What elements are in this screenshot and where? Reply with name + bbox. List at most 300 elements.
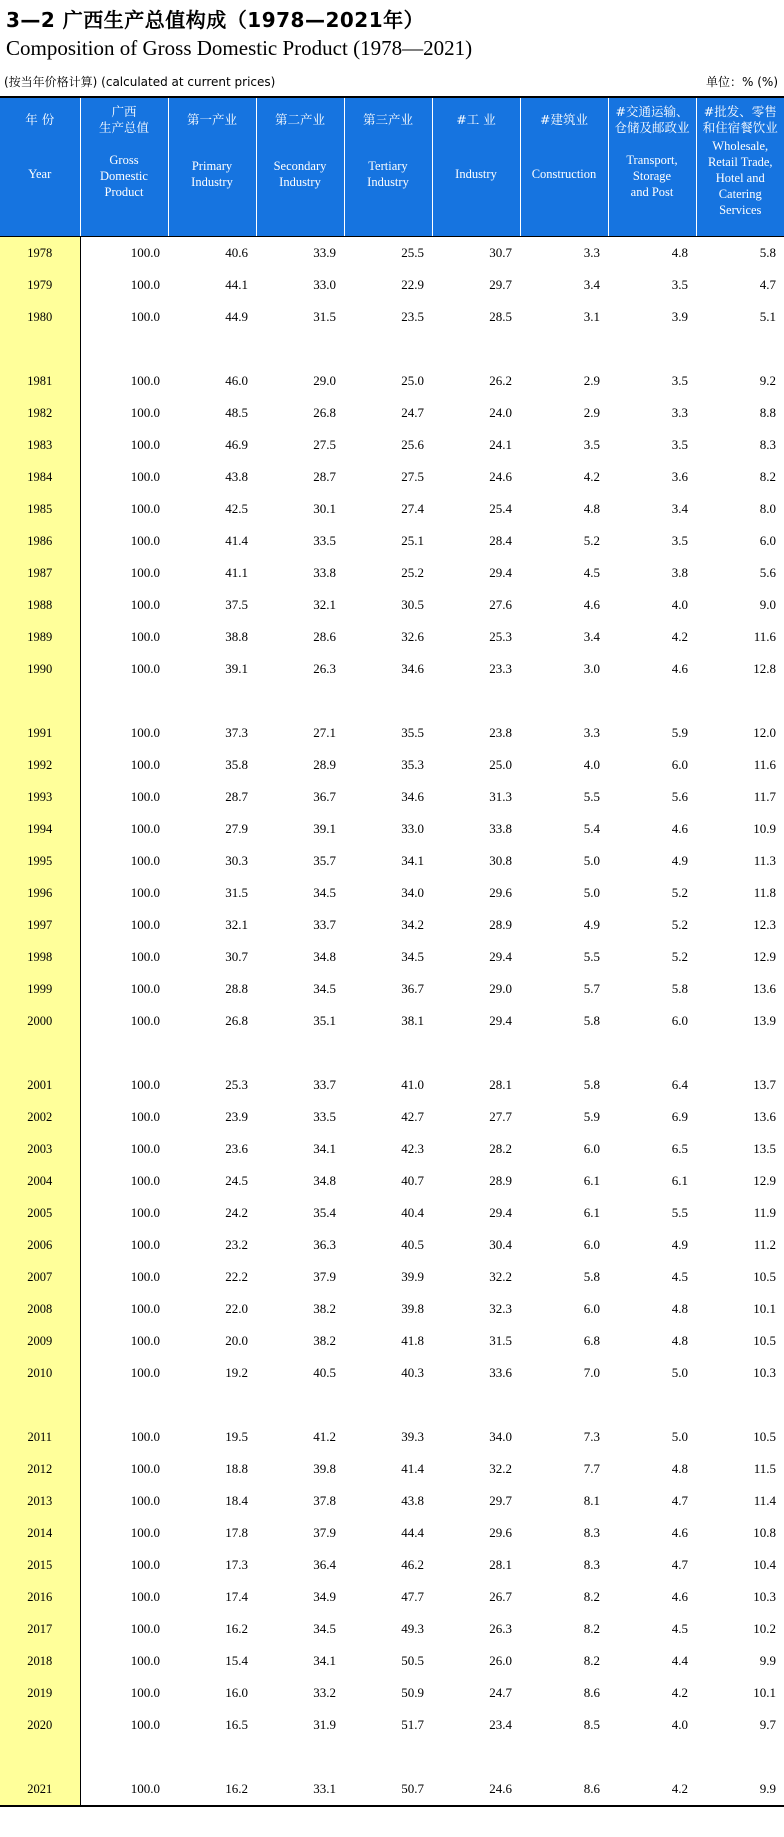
header-transport	[608, 97, 696, 237]
wholesale-cell: 10.5	[753, 1333, 776, 1348]
gdp-cell: 100.0	[130, 597, 160, 612]
spacer-cell	[256, 685, 344, 717]
header-secondary-cn: 第二产业	[274, 112, 325, 127]
construction-cell: 4.2	[583, 469, 600, 484]
year-cell: 1995	[0, 845, 80, 877]
header-wholesale-cn: #批发、零售 和住宿餐饮业	[702, 104, 778, 135]
primary-cell: 41.4	[225, 533, 248, 548]
construction-cell: 8.5	[583, 1717, 600, 1732]
primary-cell: 24.2	[225, 1205, 248, 1220]
table-row	[0, 1677, 784, 1709]
transport-cell: 5.2	[671, 885, 688, 900]
primary-cell: 28.8	[225, 981, 248, 996]
transport-cell: 4.4	[671, 1653, 688, 1668]
construction-cell: 8.2	[583, 1589, 600, 1604]
year-cell: 1989	[0, 621, 80, 653]
gdp-cell: 100.0	[130, 1173, 160, 1188]
spacer-cell	[256, 1741, 344, 1773]
secondary-cell: 34.5	[313, 1621, 336, 1636]
transport-cell: 4.8	[671, 1333, 688, 1348]
primary-cell: 46.0	[225, 373, 248, 388]
gdp-cell: 100.0	[130, 853, 160, 868]
tertiary-cell: 25.1	[401, 533, 424, 548]
construction-cell: 6.0	[583, 1237, 600, 1252]
table-row	[0, 1421, 784, 1453]
secondary-cell: 34.1	[313, 1141, 336, 1156]
gdp-cell: 100.0	[130, 469, 160, 484]
secondary-cell: 33.7	[313, 917, 336, 932]
header-wholesale	[696, 97, 784, 237]
construction-cell: 5.8	[583, 1077, 600, 1092]
primary-cell: 18.8	[225, 1461, 248, 1476]
primary-cell: 27.9	[225, 821, 248, 836]
secondary-cell: 38.2	[313, 1333, 336, 1348]
wholesale-cell: 11.7	[753, 789, 776, 804]
transport-cell: 4.2	[671, 629, 688, 644]
construction-cell: 3.3	[583, 725, 600, 740]
construction-cell: 5.5	[583, 789, 600, 804]
table-row	[0, 1101, 784, 1133]
transport-cell: 5.9	[671, 725, 688, 740]
transport-cell: 4.0	[671, 597, 688, 612]
industry-cell: 30.4	[489, 1237, 512, 1252]
wholesale-cell: 12.9	[753, 1173, 776, 1188]
primary-cell: 37.5	[225, 597, 248, 612]
tertiary-cell: 27.4	[401, 501, 424, 516]
wholesale-cell: 8.8	[759, 405, 776, 420]
wholesale-cell: 11.6	[753, 629, 776, 644]
table-row	[0, 1773, 784, 1806]
spacer-row	[0, 333, 784, 365]
transport-cell: 4.7	[671, 1557, 688, 1572]
tertiary-cell: 50.9	[401, 1685, 424, 1700]
transport-cell: 3.5	[671, 533, 688, 548]
year-cell: 1978	[0, 237, 80, 270]
table-row	[0, 749, 784, 781]
spacer-cell	[0, 333, 80, 365]
primary-cell: 23.9	[225, 1109, 248, 1124]
title-english: Composition of Gross Domestic Product (1978—2021)	[6, 36, 473, 60]
primary-cell: 17.4	[225, 1589, 248, 1604]
secondary-cell: 26.8	[313, 405, 336, 420]
primary-cell: 16.5	[225, 1717, 248, 1732]
year-cell: 1980	[0, 301, 80, 333]
header-transport-cn: #交通运输、 仓储及邮政业	[614, 104, 690, 135]
construction-cell: 5.5	[583, 949, 600, 964]
transport-cell: 4.8	[671, 1461, 688, 1476]
spacer-cell	[80, 1037, 168, 1069]
industry-cell: 33.8	[489, 821, 512, 836]
construction-cell: 5.0	[583, 885, 600, 900]
tertiary-cell: 25.6	[401, 437, 424, 452]
industry-cell: 27.7	[489, 1109, 512, 1124]
spacer-cell	[168, 1741, 256, 1773]
industry-cell: 24.6	[489, 469, 512, 484]
year-cell: 2004	[0, 1165, 80, 1197]
primary-cell: 37.3	[225, 725, 248, 740]
secondary-cell: 36.4	[313, 1557, 336, 1572]
spacer-cell	[344, 1389, 432, 1421]
secondary-cell: 34.8	[313, 1173, 336, 1188]
wholesale-cell: 9.2	[759, 373, 776, 388]
primary-cell: 30.3	[225, 853, 248, 868]
transport-cell: 4.9	[671, 1237, 688, 1252]
secondary-cell: 29.0	[313, 373, 336, 388]
construction-cell: 5.2	[583, 533, 600, 548]
table-row	[0, 1453, 784, 1485]
industry-cell: 29.7	[489, 1493, 512, 1508]
construction-cell: 5.0	[583, 853, 600, 868]
gdp-cell: 100.0	[130, 725, 160, 740]
spacer-cell	[696, 1741, 784, 1773]
table-row	[0, 493, 784, 525]
year-cell: 1994	[0, 813, 80, 845]
wholesale-cell: 10.1	[753, 1301, 776, 1316]
primary-cell: 48.5	[225, 405, 248, 420]
construction-cell: 8.3	[583, 1557, 600, 1572]
gdp-cell: 100.0	[130, 437, 160, 452]
transport-cell: 5.5	[671, 1205, 688, 1220]
header-industry	[432, 97, 520, 237]
year-cell: 1986	[0, 525, 80, 557]
year-cell: 1998	[0, 941, 80, 973]
spacer-cell	[344, 1037, 432, 1069]
transport-cell: 3.9	[671, 309, 688, 324]
primary-cell: 22.0	[225, 1301, 248, 1316]
header-tertiary-cn: 第三产业	[362, 112, 413, 127]
tertiary-cell: 39.8	[401, 1301, 424, 1316]
header-industry-en: Industry	[455, 167, 497, 181]
gdp-cell: 100.0	[130, 885, 160, 900]
transport-cell: 3.3	[671, 405, 688, 420]
construction-cell: 8.1	[583, 1493, 600, 1508]
gdp-composition-table	[0, 96, 784, 1807]
header-gdp	[80, 97, 168, 237]
tertiary-cell: 41.0	[401, 1077, 424, 1092]
gdp-cell: 100.0	[130, 1429, 160, 1444]
year-cell: 2015	[0, 1549, 80, 1581]
tertiary-cell: 34.6	[401, 789, 424, 804]
construction-cell: 7.3	[583, 1429, 600, 1444]
industry-cell: 32.2	[489, 1269, 512, 1284]
header-primary-cn: 第一产业	[186, 112, 237, 127]
table-row	[0, 589, 784, 621]
unit-note: 单位：% (%)	[706, 75, 778, 89]
table-row	[0, 1485, 784, 1517]
construction-cell: 8.2	[583, 1653, 600, 1668]
primary-cell: 17.8	[225, 1525, 248, 1540]
transport-cell: 4.6	[671, 821, 688, 836]
table-row	[0, 557, 784, 589]
transport-cell: 3.4	[671, 501, 688, 516]
transport-cell: 3.5	[671, 277, 688, 292]
wholesale-cell: 10.2	[753, 1621, 776, 1636]
industry-cell: 29.4	[489, 565, 512, 580]
year-cell: 2001	[0, 1069, 80, 1101]
gdp-cell: 100.0	[130, 1589, 160, 1604]
spacer-cell	[0, 685, 80, 717]
construction-cell: 2.9	[583, 405, 600, 420]
industry-cell: 26.7	[489, 1589, 512, 1604]
spacer-row	[0, 1037, 784, 1069]
spacer-cell	[168, 1037, 256, 1069]
gdp-cell: 100.0	[130, 309, 160, 324]
secondary-cell: 33.5	[313, 533, 336, 548]
wholesale-cell: 11.8	[753, 885, 776, 900]
table-row	[0, 621, 784, 653]
spacer-cell	[80, 1389, 168, 1421]
secondary-cell: 33.7	[313, 1077, 336, 1092]
industry-cell: 26.2	[489, 373, 512, 388]
wholesale-cell: 4.7	[759, 277, 776, 292]
tertiary-cell: 35.3	[401, 757, 424, 772]
construction-cell: 7.7	[583, 1461, 600, 1476]
gdp-cell: 100.0	[130, 1013, 160, 1028]
tertiary-cell: 25.2	[401, 565, 424, 580]
wholesale-cell: 5.1	[759, 309, 776, 324]
secondary-cell: 33.8	[313, 565, 336, 580]
header-year-en: Year	[28, 167, 52, 181]
tertiary-cell: 47.7	[401, 1589, 424, 1604]
industry-cell: 25.0	[489, 757, 512, 772]
construction-cell: 3.4	[583, 277, 600, 292]
construction-cell: 8.6	[583, 1685, 600, 1700]
wholesale-cell: 10.9	[753, 821, 776, 836]
year-cell: 2018	[0, 1645, 80, 1677]
transport-cell: 5.0	[671, 1429, 688, 1444]
secondary-cell: 33.0	[313, 277, 336, 292]
gdp-cell: 100.0	[130, 789, 160, 804]
transport-cell: 4.6	[671, 1589, 688, 1604]
secondary-cell: 36.7	[313, 789, 336, 804]
primary-cell: 35.8	[225, 757, 248, 772]
wholesale-cell: 10.5	[753, 1429, 776, 1444]
spacer-cell	[696, 333, 784, 365]
spacer-row	[0, 1741, 784, 1773]
gdp-cell: 100.0	[130, 981, 160, 996]
header-row	[0, 97, 784, 237]
year-cell: 1984	[0, 461, 80, 493]
industry-cell: 28.4	[489, 533, 512, 548]
primary-cell: 16.2	[225, 1621, 248, 1636]
gdp-cell: 100.0	[80, 1773, 168, 1806]
spacer-cell	[432, 333, 520, 365]
secondary-cell: 33.1	[256, 1773, 344, 1806]
year-cell: 1996	[0, 877, 80, 909]
construction-cell: 4.0	[583, 757, 600, 772]
primary-cell: 22.2	[225, 1269, 248, 1284]
gdp-cell: 100.0	[130, 1717, 160, 1732]
header-construction-cn: #建筑业	[540, 112, 588, 127]
transport-cell: 5.2	[671, 917, 688, 932]
transport-cell: 4.5	[671, 1621, 688, 1636]
year-cell: 1987	[0, 557, 80, 589]
year-cell: 2017	[0, 1613, 80, 1645]
gdp-cell: 100.0	[130, 1365, 160, 1380]
secondary-cell: 38.2	[313, 1301, 336, 1316]
primary-cell: 25.3	[225, 1077, 248, 1092]
industry-cell: 24.6	[432, 1773, 520, 1806]
spacer-cell	[256, 333, 344, 365]
tertiary-cell: 34.2	[401, 917, 424, 932]
year-cell: 2000	[0, 1005, 80, 1037]
construction-cell: 8.3	[583, 1525, 600, 1540]
spacer-cell	[608, 1389, 696, 1421]
year-cell: 2003	[0, 1133, 80, 1165]
transport-cell: 3.5	[671, 437, 688, 452]
gdp-cell: 100.0	[130, 917, 160, 932]
wholesale-cell: 10.1	[753, 1685, 776, 1700]
spacer-cell	[696, 1389, 784, 1421]
tertiary-cell: 43.8	[401, 1493, 424, 1508]
tertiary-cell: 39.9	[401, 1269, 424, 1284]
industry-cell: 23.8	[489, 725, 512, 740]
year-cell: 2020	[0, 1709, 80, 1741]
secondary-cell: 40.5	[313, 1365, 336, 1380]
secondary-cell: 27.1	[313, 725, 336, 740]
primary-cell: 32.1	[225, 917, 248, 932]
industry-cell: 29.4	[489, 1205, 512, 1220]
secondary-cell: 39.1	[313, 821, 336, 836]
table-row	[0, 1357, 784, 1389]
spacer-cell	[696, 1037, 784, 1069]
header-industry-cn: #工 业	[456, 112, 496, 127]
primary-cell: 28.7	[225, 789, 248, 804]
construction-cell: 6.8	[583, 1333, 600, 1348]
gdp-cell: 100.0	[130, 661, 160, 676]
spacer-cell	[432, 1741, 520, 1773]
transport-cell: 4.2	[608, 1773, 696, 1806]
tertiary-cell: 42.7	[401, 1109, 424, 1124]
gdp-cell: 100.0	[130, 277, 160, 292]
gdp-cell: 100.0	[130, 1301, 160, 1316]
header-gdp-cn: 广西 生产总值	[98, 104, 149, 135]
industry-cell: 32.3	[489, 1301, 512, 1316]
industry-cell: 29.4	[489, 1013, 512, 1028]
wholesale-cell: 13.9	[753, 1013, 776, 1028]
gdp-cell: 100.0	[130, 405, 160, 420]
spacer-cell	[608, 1741, 696, 1773]
tertiary-cell: 41.4	[401, 1461, 424, 1476]
spacer-cell	[0, 1389, 80, 1421]
header-tertiary	[344, 97, 432, 237]
secondary-cell: 37.9	[313, 1269, 336, 1284]
year-cell: 1981	[0, 365, 80, 397]
header-tertiary-en: Tertiary Industry	[367, 159, 409, 189]
industry-cell: 29.0	[489, 981, 512, 996]
wholesale-cell: 11.2	[753, 1237, 776, 1252]
primary-cell: 20.0	[225, 1333, 248, 1348]
table-row	[0, 941, 784, 973]
header-year-cn: 年 份	[25, 112, 55, 127]
gdp-cell: 100.0	[130, 1269, 160, 1284]
table-row	[0, 1613, 784, 1645]
table-row	[0, 877, 784, 909]
year-cell: 2006	[0, 1229, 80, 1261]
tertiary-cell: 40.7	[401, 1173, 424, 1188]
secondary-cell: 35.4	[313, 1205, 336, 1220]
spacer-cell	[80, 1741, 168, 1773]
spacer-cell	[520, 1389, 608, 1421]
tertiary-cell: 22.9	[401, 277, 424, 292]
table-row	[0, 1517, 784, 1549]
table-row	[0, 845, 784, 877]
spacer-cell	[432, 685, 520, 717]
gdp-cell: 100.0	[130, 1493, 160, 1508]
transport-cell: 4.5	[671, 1269, 688, 1284]
table-row	[0, 1325, 784, 1357]
construction-cell: 3.3	[583, 245, 600, 260]
table-row	[0, 1133, 784, 1165]
tertiary-cell: 32.6	[401, 629, 424, 644]
tertiary-cell: 27.5	[401, 469, 424, 484]
table-row	[0, 909, 784, 941]
tertiary-cell: 40.5	[401, 1237, 424, 1252]
construction-cell: 4.5	[583, 565, 600, 580]
construction-cell: 5.8	[583, 1013, 600, 1028]
table-row	[0, 1197, 784, 1229]
gdp-cell: 100.0	[130, 1077, 160, 1092]
year-cell: 2016	[0, 1581, 80, 1613]
industry-cell: 28.5	[489, 309, 512, 324]
table-row	[0, 1005, 784, 1037]
year-cell: 1979	[0, 269, 80, 301]
secondary-cell: 34.8	[313, 949, 336, 964]
secondary-cell: 31.5	[313, 309, 336, 324]
wholesale-cell: 13.5	[753, 1141, 776, 1156]
secondary-cell: 27.5	[313, 437, 336, 452]
tertiary-cell: 49.3	[401, 1621, 424, 1636]
gdp-cell: 100.0	[130, 373, 160, 388]
transport-cell: 6.5	[671, 1141, 688, 1156]
secondary-cell: 33.2	[313, 1685, 336, 1700]
construction-cell: 4.8	[583, 501, 600, 516]
spacer-cell	[256, 1037, 344, 1069]
spacer-cell	[608, 1037, 696, 1069]
wholesale-cell: 10.3	[753, 1365, 776, 1380]
primary-cell: 40.6	[225, 245, 248, 260]
construction-cell: 5.4	[583, 821, 600, 836]
table-row	[0, 781, 784, 813]
spacer-cell	[256, 1389, 344, 1421]
header-construction	[520, 97, 608, 237]
construction-cell: 5.8	[583, 1269, 600, 1284]
industry-cell: 25.3	[489, 629, 512, 644]
secondary-cell: 37.9	[313, 1525, 336, 1540]
industry-cell: 30.7	[489, 245, 512, 260]
header-transport-en: Transport, Storage and Post	[626, 153, 678, 199]
header-secondary	[256, 97, 344, 237]
primary-cell: 17.3	[225, 1557, 248, 1572]
industry-cell: 24.7	[489, 1685, 512, 1700]
transport-cell: 4.9	[671, 853, 688, 868]
spacer-cell	[344, 333, 432, 365]
construction-cell: 8.2	[583, 1621, 600, 1636]
price-basis-note: (按当年价格计算) (calculated at current prices)	[4, 75, 276, 89]
construction-cell: 6.0	[583, 1141, 600, 1156]
secondary-cell: 35.7	[313, 853, 336, 868]
spacer-cell	[520, 1037, 608, 1069]
industry-cell: 33.6	[489, 1365, 512, 1380]
tertiary-cell: 40.4	[401, 1205, 424, 1220]
year-cell: 2002	[0, 1101, 80, 1133]
year-cell: 2005	[0, 1197, 80, 1229]
tertiary-cell: 35.5	[401, 725, 424, 740]
tertiary-cell: 33.0	[401, 821, 424, 836]
year-cell: 2009	[0, 1325, 80, 1357]
transport-cell: 5.8	[671, 981, 688, 996]
spacer-cell	[80, 685, 168, 717]
